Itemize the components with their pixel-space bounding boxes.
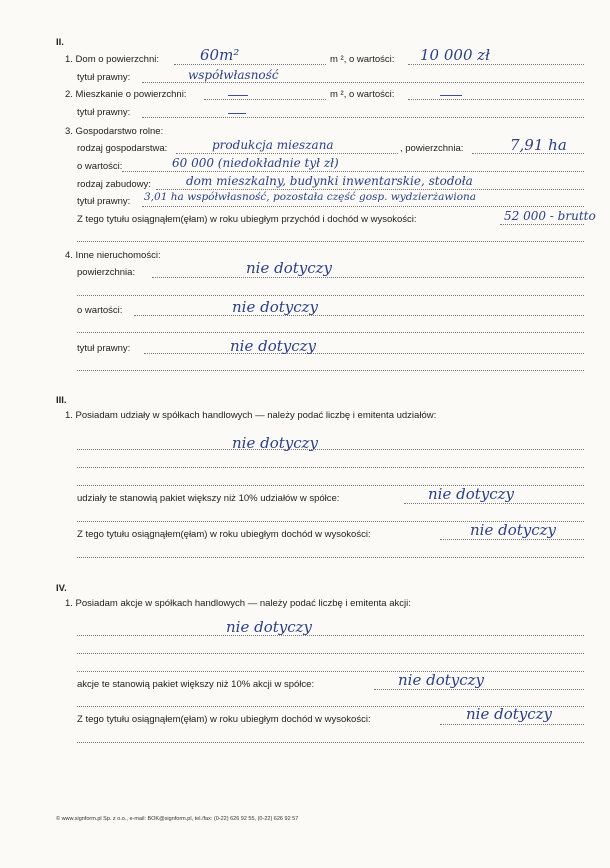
other-title-value: nie dotyczy (230, 337, 317, 355)
farm-buildings-value: dom mieszkalny, budynki inwentarskie, stodoła (186, 174, 473, 188)
farm-income-label: Z tego tytułu osiągnąłem(ęłam) w roku ubiegłym przychód i dochód w wysokości: (77, 214, 417, 225)
house-area-line (174, 64, 326, 65)
other-title-extra-line (77, 370, 584, 371)
stocks-stake-answer: nie dotyczy (398, 671, 485, 689)
shares-stake-line (404, 503, 584, 504)
farm-type-label: rodzaj gospodarstwa: (77, 143, 168, 154)
stocks-label: 1. Posiadam akcje w spółkach handlowych — należy podać liczbę i emitenta akcji: (65, 598, 411, 609)
shares-stake-answer: nie dotyczy (428, 485, 515, 503)
farm-area-label: , powierzchnia: (400, 143, 464, 154)
shares-line-1 (77, 449, 584, 450)
house-value: 10 000 zł (420, 46, 491, 64)
other-value-extra-line (77, 332, 584, 333)
house-value-label: m ², o wartości: (330, 54, 395, 65)
flat-area-label: 2. Mieszkanie o powierzchni: (65, 89, 187, 100)
section-4-numeral: IV. (56, 583, 67, 594)
footer-copyright: © www.signform.pl Sp. z o.o., e-mail: BOK@signform.pl, tel./fax: (0-22) 626 92 55, (0-22) 626 92 57 (56, 816, 299, 822)
farm-buildings-label: rodzaj zabudowy: (77, 179, 151, 190)
other-value-line (134, 315, 584, 316)
farm-label: 3. Gospodarstwo rolne: (65, 126, 164, 137)
shares-stake-label: udziały te stanowią pakiet większy niż 10% udziałów w spółce: (77, 493, 340, 504)
house-area-label: 1. Dom o powierzchni: (65, 54, 159, 65)
flat-area-line (204, 99, 326, 100)
stocks-answer: nie dotyczy (226, 618, 313, 636)
house-value-line (408, 64, 584, 65)
house-title-line (142, 82, 584, 83)
section-3-numeral: III. (56, 395, 67, 406)
stocks-income-extra-line (77, 742, 584, 743)
flat-title-label: tytuł prawny: (77, 107, 131, 118)
other-area-line (152, 277, 584, 278)
other-area-extra-line (77, 295, 584, 296)
farm-value-label: o wartości: (77, 161, 123, 172)
stocks-line-3 (77, 671, 584, 672)
other-area-label: powierzchnia: (77, 267, 136, 278)
other-value-label: o wartości: (77, 305, 123, 316)
shares-label: 1. Posiadam udziały w spółkach handlowych — należy podać liczbę i emitenta udziałów: (65, 410, 437, 421)
section-2-numeral: II. (56, 37, 64, 48)
house-title-label: tytuł prawny: (77, 72, 131, 83)
stocks-income-line (440, 724, 584, 725)
shares-income-answer: nie dotyczy (470, 521, 557, 539)
farm-income-value: 52 000 - brutto (504, 209, 596, 223)
farm-income-extra-line (77, 241, 584, 242)
stocks-income-label: Z tego tytułu osiągnąłem(ęłam) w roku ubiegłym dochód w wysokości: (77, 714, 371, 725)
shares-answer: nie dotyczy (232, 434, 319, 452)
stocks-income-answer: nie dotyczy (466, 705, 553, 723)
stocks-line-1 (77, 635, 584, 636)
farm-title-label: tytuł prawny: (77, 196, 131, 207)
farm-type-line (176, 153, 398, 154)
shares-income-line (440, 539, 584, 540)
flat-value-label: m ², o wartości: (330, 89, 395, 100)
shares-line-2 (77, 467, 584, 468)
other-title-label: tytuł prawny: (77, 343, 131, 354)
other-value: nie dotyczy (232, 298, 319, 316)
house-title-value: współwłasność (188, 68, 279, 82)
other-area-value: nie dotyczy (246, 259, 333, 277)
farm-value-line (122, 171, 584, 172)
other-property-label: 4. Inne nieruchomości: (65, 250, 161, 261)
other-title-line (144, 353, 584, 354)
shares-income-extra-line (77, 557, 584, 558)
house-area-value: 60m² (200, 46, 240, 64)
flat-title-line (142, 117, 584, 118)
stocks-stake-line (374, 689, 584, 690)
farm-area-value: 7,91 ha (510, 136, 567, 154)
farm-value: 60 000 (niedokładnie tył zł) (172, 156, 339, 170)
farm-buildings-line (156, 189, 584, 190)
flat-value-line (408, 99, 584, 100)
farm-type-value: produkcja mieszana (212, 138, 334, 152)
flat-area-dash (228, 95, 248, 96)
stocks-line-2 (77, 653, 584, 654)
stocks-stake-label: akcje te stanowią pakiet większy niż 10% akcji w spółce: (77, 679, 315, 690)
farm-title-value: 3,01 ha współwłasność, pozostała część gosp. wydzierżawiona (144, 191, 477, 203)
farm-title-line (142, 206, 584, 207)
flat-title-dash (228, 113, 246, 114)
farm-income-line (500, 224, 584, 225)
shares-income-label: Z tego tytułu osiągnąłem(ęłam) w roku ubiegłym dochód w wysokości: (77, 529, 371, 540)
flat-value-dash (440, 95, 462, 96)
